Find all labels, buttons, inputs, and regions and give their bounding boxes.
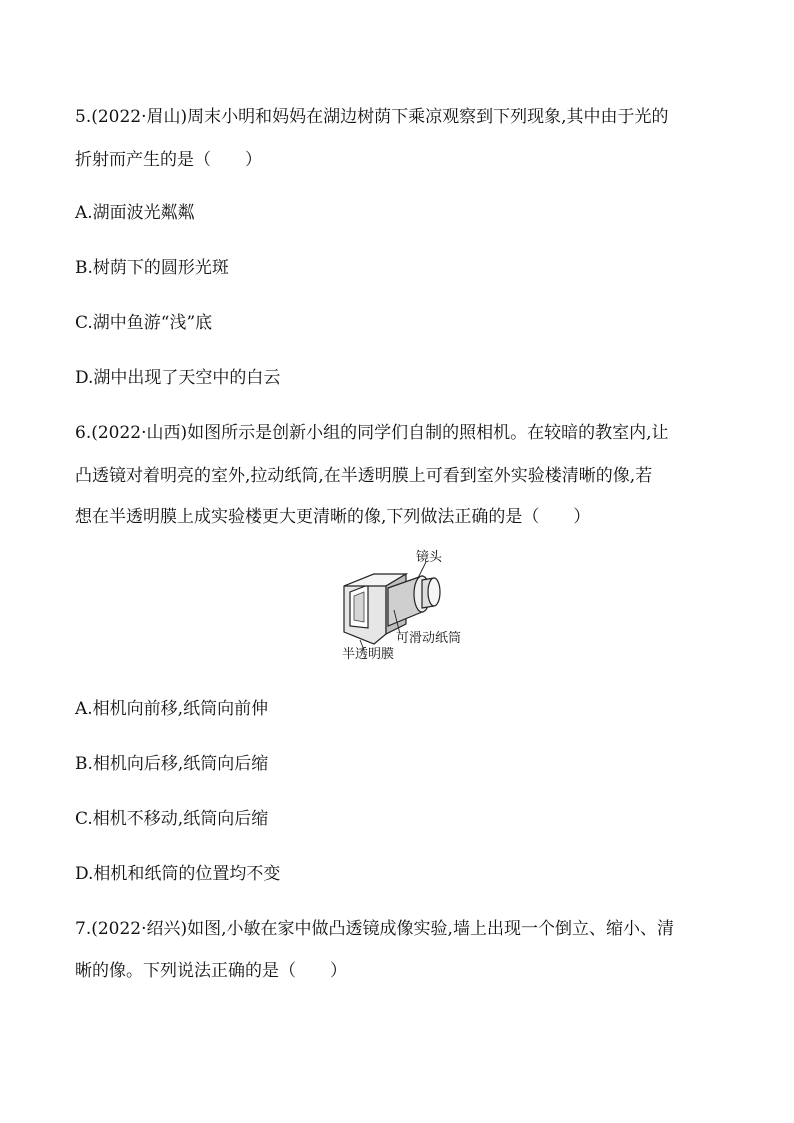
label-translucent-film: 半透明膜 xyxy=(342,647,395,662)
q7-stem-line-2: 晰的像。下列说法正确的是（ ） xyxy=(75,961,347,981)
q7-stem-line-1: 7.(2022·绍兴)如图,小敏在家中做凸透镜成像实验,墙上出现一个倒立、缩小、清 xyxy=(75,919,674,939)
q5-stem-line-2: 折射而产生的是（ ） xyxy=(75,150,262,170)
q6-stem-line-1: 6.(2022·山西)如图所示是创新小组的同学们自制的照相机。在较暗的教室内,让 xyxy=(75,423,669,443)
q5-option-d: D.湖中出现了天空中的白云 xyxy=(75,368,281,388)
q5-stem-line-1: 5.(2022·眉山)周末小明和妈妈在湖边树荫下乘凉观察到下列现象,其中由于光的 xyxy=(75,107,669,127)
q6-option-d: D.相机和纸筒的位置均不变 xyxy=(75,864,281,884)
camera-diagram xyxy=(330,548,480,663)
q6-option-b: B.相机向后移,纸筒向后缩 xyxy=(75,754,269,774)
q5-option-a: A.湖面波光粼粼 xyxy=(75,203,195,223)
camera-figure xyxy=(330,548,480,663)
label-sliding-tube: 可滑动纸筒 xyxy=(396,631,462,646)
q6-option-a: A.相机向前移,纸筒向前伸 xyxy=(75,699,269,719)
q6-option-c: C.相机不移动,纸筒向后缩 xyxy=(75,809,269,829)
q5-option-c: C.湖中鱼游“浅”底 xyxy=(75,313,213,333)
q5-option-b: B.树荫下的圆形光斑 xyxy=(75,258,229,278)
label-lens: 镜头 xyxy=(416,550,443,565)
q6-stem-line-3: 想在半透明膜上成实验楼更大更清晰的像,下列做法正确的是（ ） xyxy=(75,507,591,527)
q6-stem-line-2: 凸透镜对着明亮的室外,拉动纸筒,在半透明膜上可看到室外实验楼清晰的像,若 xyxy=(75,466,653,486)
